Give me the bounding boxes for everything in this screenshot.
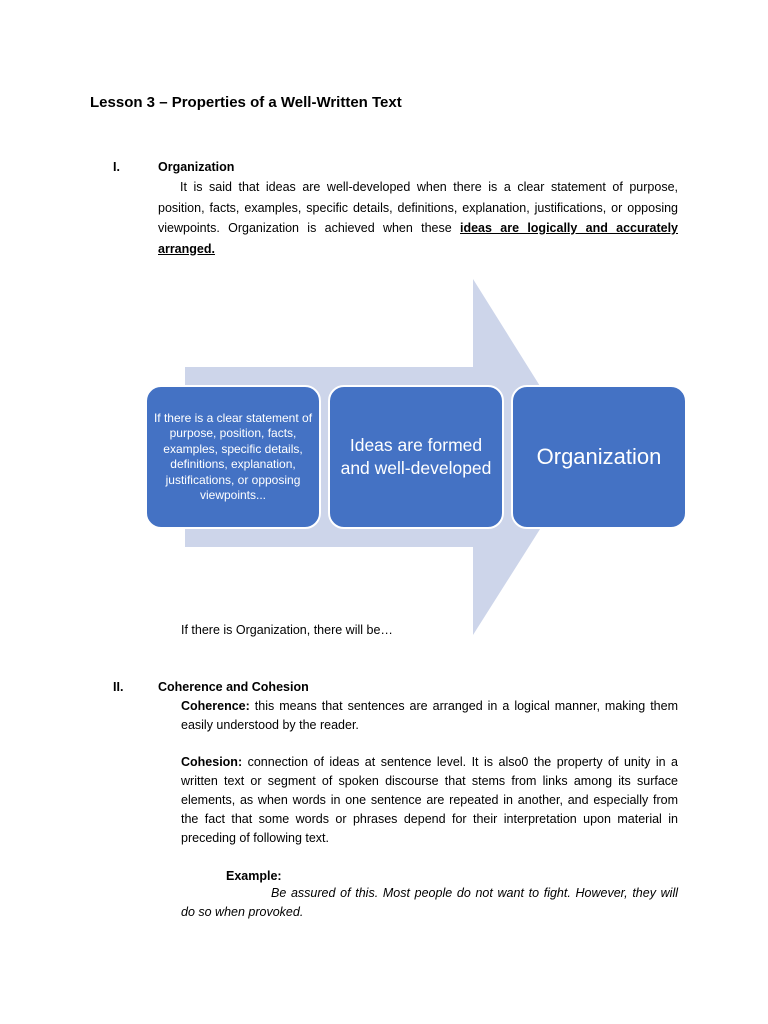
diagram-step-2 — [328, 385, 504, 529]
section-2-heading: Coherence and Cohesion — [158, 680, 309, 694]
lesson-title: Lesson 3 – Properties of a Well-Written Text — [90, 94, 402, 111]
example-label: Example: — [226, 869, 282, 883]
diagram-caption: If there is Organization, there will be… — [181, 623, 393, 637]
coherence-paragraph — [181, 697, 678, 735]
section-2-number: II. — [113, 680, 124, 694]
cohesion-text: connection of ideas at sentence level. It is also0 the property of unity in a written text or segment of spoken discourse that stems from links among its surface elements, as when words in one sentence are repeated in another, and especially from the fact that some words or phrases depend for their interpretation upon material in preceding of following text. — [181, 755, 678, 845]
section-1-emphasis: ideas are logically and accurately arranged. — [158, 221, 678, 256]
diagram-step-3-text: Organization — [536, 444, 662, 469]
section-1-text: It is said that ideas are well-developed when there is a clear statement of purpose, position, facts, examples, specific details, definitions, explanation, justifications, or opposing viewpoints. Organization is achieved when these — [158, 180, 678, 235]
diagram-step-2-text: Ideas are formed and well-developed — [340, 435, 492, 478]
diagram-step-3 — [511, 385, 687, 529]
coherence-text: this means that sentences are arranged in a logical manner, making them easily understood by the reader. — [181, 699, 678, 732]
section-1-heading: Organization — [158, 160, 235, 174]
section-1-paragraph — [158, 177, 678, 259]
cohesion-label: Cohesion: — [181, 755, 243, 769]
cohesion-paragraph — [181, 753, 678, 848]
diagram-step-1 — [145, 385, 321, 529]
coherence-label: Coherence: — [181, 699, 250, 713]
diagram-step-1-text: If there is a clear statement of purpose, position, facts, examples, specific details, definitions, explanation, justifications, or opposing viewpoints... — [153, 410, 313, 502]
section-1-number: I. — [113, 160, 120, 174]
example-text: Be assured of this. Most people do not want to fight. However, they will do so when provoked. — [181, 886, 678, 919]
